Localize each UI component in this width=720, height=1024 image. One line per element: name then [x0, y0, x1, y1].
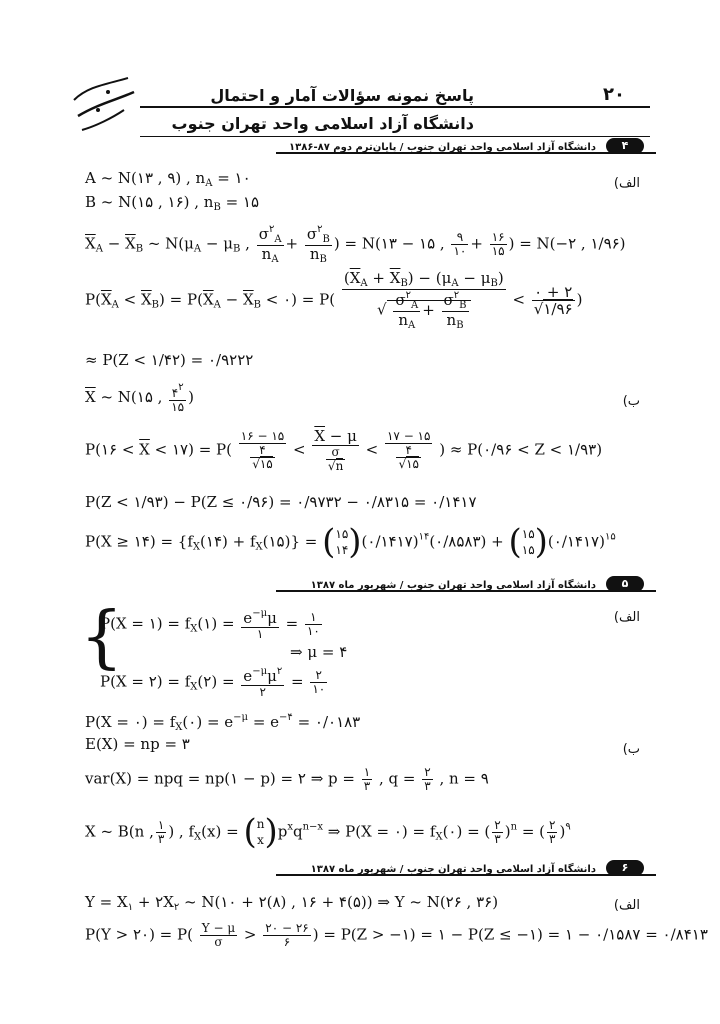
- equation-line: $P(\overline{X}_A < \overline{X}_B) = P(\overline{X}_A - \overline{X}_B$ < ۰) = P( $(\overline{X}_A + \overline{X}_B) - (\mu_A - \mu_B)$ √ $\frac{\sigma^۲_A}{n_A}$ + $\frac{\sigma^۲_B}{n_B}$ < $\frac{۰ + ۲}{√۱/۹۶}$ ): [85, 269, 583, 331]
- section-number-badge: ۵: [606, 576, 644, 592]
- equation-line: $Y = X_۱$ + $۲X_۲$ ~ N(۱۰ + ۲(۸) , ۱۶ + ۴(۵)) ⇒ Y ~ N(۲۶ , ۳۶): [85, 893, 499, 913]
- equation-line: P(۱۶ < $\overline{X}$ < ۱۷) = P( $\frac{۱۶ - ۱۵}{\frac{۴}{√۱۵}}$ < $\frac{\overline{X} - \mu}{\frac{\sigma}{√n}}$ < $\frac{۱۷ - ۱۵}{\frac{۴}{√۱۵}}$ ) ≈ P(۰/۹۶ < Z < ۱/۹۳): [85, 427, 603, 473]
- equation-line: P(Y > ۲۰) = P( $\frac{Y - \mu}{\sigma}$ > $\frac{۲۰ - ۲۶}{۶}$ ) = P(Z > −۱) = ۱ − P(Z ≤ −۱) = ۱ − ۰/۱۵۸۷ = ۰/۸۴۱۳: [85, 921, 708, 950]
- equation-line: P(X = ۱) = $f_X(۱)$ = $\frac{e^{-\mu}\mu}{۱}$ = $\frac{۱}{۱۰}$: [100, 608, 320, 641]
- equation-line: E(X) = np = ۳: [85, 735, 190, 753]
- equation-line: P(Z < ۱/۹۳) − P(Z ≤ ۰/۹۶) = ۰/۹۷۳۲ − ۰/۸۳۱۵ = ۰/۱۴۱۷: [85, 493, 477, 511]
- equation-line: $\overline{X}$ ~ N(۱۵ , $\frac{۴^۲}{۱۵}$ ): [85, 382, 194, 415]
- section-label: دانشگاه آزاد اسلامی واحد تهران جنوب / شهریور ماه ۱۳۸۷: [310, 864, 596, 875]
- equation-line: A ~ N(۱۳ , ۹) , $n_A$ = ۱۰: [85, 169, 251, 189]
- page-title: پاسخ نمونه سؤالات آمار و احتمال: [210, 86, 474, 105]
- section-label: دانشگاه آزاد اسلامی واحد تهران جنوب / شهریور ماه ۱۳۸۷: [310, 580, 596, 591]
- part-label: ب): [622, 394, 640, 409]
- equation-line: B ~ N(۱۵ , ۱۶) , $n_B$ = ۱۵: [85, 193, 260, 213]
- equation-line: X ~ B(n , $\frac{۱}{۳}$ ) , $f_X(x) = (n$ $x)p^xq^{n-x}$ ⇒ P(X = ۰) = $f_X(۰)$ = ( $\frac{۲}{۳}$ )$^n$ = ( $\frac{۲}{۳}$ )$^۹$: [85, 812, 571, 852]
- section-number-badge: ۴: [606, 138, 644, 154]
- part-label: الف): [613, 176, 640, 191]
- equation-line: var(X) = npq = np(۱ − p) = ۲ ⇒ p = $\frac{۱}{۳}$ , q = $\frac{۲}{۳}$ , n = ۹: [85, 765, 489, 794]
- equation-line: P(X = ۲) = $f_X(۲)$ = $\frac{e^{-\mu}\mu^۲}{۲}$ = $\frac{۲}{۱۰}$: [100, 666, 326, 699]
- part-label: ب): [622, 742, 640, 757]
- equation-line: ⇒ μ = ۴: [290, 643, 348, 661]
- equation-line: P(X ≥ ۱۴) = {$f_X(۱۴)$ + $f_X(۱۵)$} = (۱۵ ۱۴)(۰/۱۴۱۷)$^{۱۴}$(۰/۸۵۸۳) + (۱۵ ۱۵)(۰/۱۴۱۷)$^{۱۵}$: [85, 522, 616, 562]
- header-rule: [140, 106, 650, 108]
- section-number-badge: ۶: [606, 860, 644, 876]
- equation-line: ≈ P(Z < ۱/۴۲) = ۰/۹۲۲۲: [85, 351, 254, 369]
- page-number: ۲۰: [603, 84, 625, 105]
- logo: [68, 70, 138, 136]
- equation-line: P(X = ۰) = $f_X(۰) = e^{-\mu} = e^{-۴}$ = ۰/۰۱۸۳: [85, 712, 361, 733]
- header-rule-bottom: [140, 136, 650, 137]
- equation-line: $\overline{X}_A - \overline{X}_B$ ~ $N(\mu_A - \mu_B$ , $\frac{\sigma^۲_A}{n_A}$ + $\frac{\sigma^۲_B}{n_B}$ ) = N(۱۳ − ۱۵ , $\frac{۹}{۱۰}$ + $\frac{۱۶}{۱۵}$ ) = N(−۲ , ۱/۹۶): [85, 224, 626, 265]
- part-label: الف): [613, 898, 640, 913]
- page-subtitle: دانشگاه آزاد اسلامی واحد تهران جنوب: [171, 114, 474, 133]
- section-label: دانشگاه آزاد اسلامی واحد تهران جنوب / پایان‌ترم دوم ۸۷-۱۳۸۶: [289, 142, 596, 153]
- part-label: الف): [613, 610, 640, 625]
- system-brace: {: [80, 598, 124, 677]
